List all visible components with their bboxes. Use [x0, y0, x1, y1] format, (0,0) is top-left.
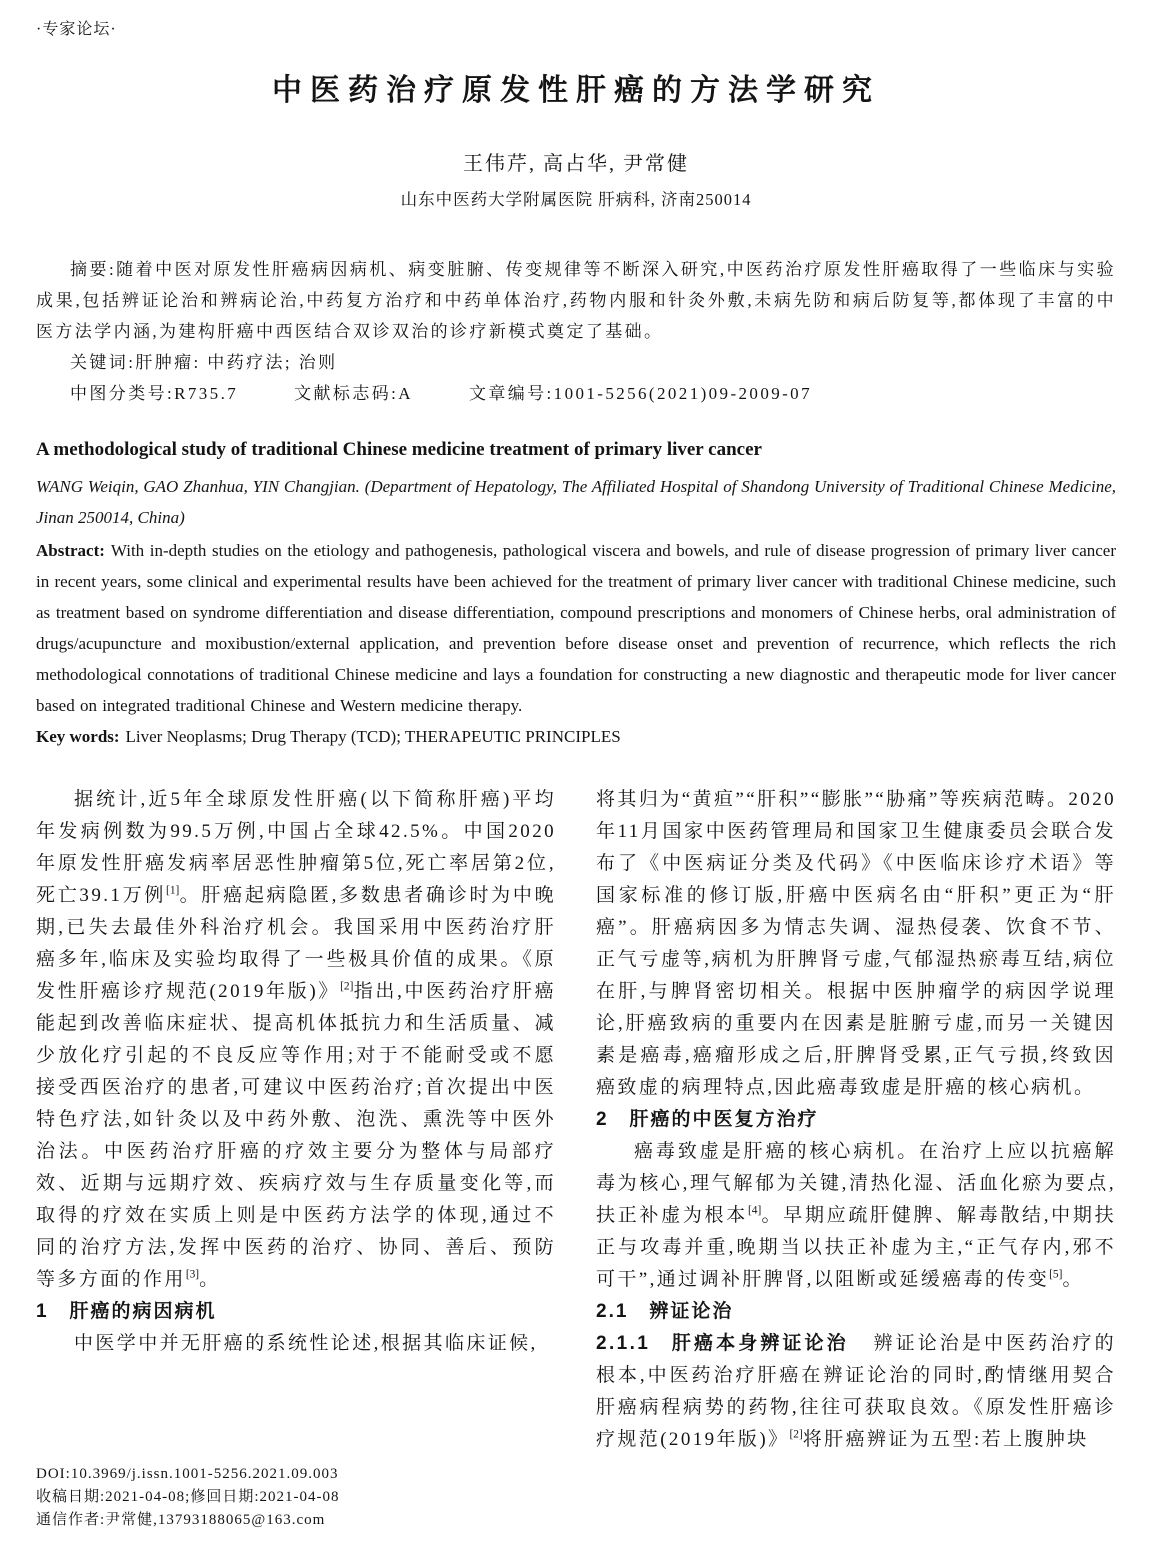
corresponding-author-line: 通信作者:尹常健,13793188065@163.com	[36, 1512, 326, 1528]
abstract-en-label: Abstract:	[36, 541, 105, 560]
affiliation-cn: 山东中医药大学附属医院 肝病科, 济南250014	[400, 190, 752, 209]
section-2-1-number: 2.1	[596, 1301, 629, 1322]
keywords-en-line	[36, 721, 1116, 752]
left-column	[36, 784, 556, 1532]
section-1-heading	[36, 1296, 556, 1328]
section-1-paragraph: 中医学中并无肝癌的系统性论述,根据其临床证候,	[74, 1333, 538, 1354]
section-2-paragraph: 癌毒致虚是肝癌的核心病机。在治疗上应以抗癌解毒为核心,理气解郁为关键,清热化湿、活血化瘀为要点,扶正补虚为根本[4]。早期应疏肝健脾、解毒散结,中期扶正与攻毒并重,晚期当以扶正补虚为主,“正气存内,邪不可干”,通过调补肝脾肾,以阻断或延缓癌毒的传变[5]。	[596, 1141, 1116, 1290]
section-2-1-title: 辨证论治	[649, 1301, 734, 1322]
abstract-cn-label: 摘要:	[70, 260, 117, 279]
clc-number	[70, 384, 238, 403]
section-2-1-heading	[596, 1296, 1116, 1328]
keywords-cn-label: 关键词:	[70, 353, 136, 372]
article-title-cn: 中医药治疗原发性肝癌的方法学研究	[272, 74, 880, 107]
keywords-cn-value: 肝肿瘤: 中药疗法; 治则	[135, 353, 338, 372]
document-code-value: A	[398, 384, 413, 403]
section-2-1-1-paragraph	[596, 1328, 1116, 1456]
section-2-title: 肝癌的中医复方治疗	[629, 1109, 819, 1130]
section-1-title: 肝癌的病因病机	[69, 1301, 217, 1322]
classification-line	[36, 378, 1116, 409]
section-1-number: 1	[36, 1301, 49, 1322]
abstract-cn-text	[36, 254, 1116, 347]
intro-paragraph: 据统计,近5年全球原发性肝癌(以下简称肝癌)平均年发病例数为99.5万例,中国占全球42.5%。中国2020年原发性肝癌发病率居恶性肿瘤第5位,死亡率居第2位,死亡39.1万例[1]。肝癌起病隐匿,多数患者确诊时为中晚期,已失去最佳外科治疗机会。我国采用中医药治疗肝癌多年,临床及实验均取得了一些极具价值的成果。《原发性肝癌诊疗规范(2019年版)》[2]指出,中医药治疗肝癌能起到改善临床症状、提高机体抵抗力和生活质量、减少放化疗引起的不良反应等作用;对于不能耐受或不愿接受西医治疗的患者,可建议中医药治疗;首次提出中医特色疗法,如针灸以及中药外敷、泡洗、熏洗等中医外治法。中医药治疗肝癌的疗效主要分为整体与局部疗效、近期与远期疗效、疾病疗效与生存质量变化等,而取得的疗效在实质上则是中医药方法学的体现,通过不同的治疗方法,发挥中医药的治疗、协同、善后、预防等多方面的作用[3]。	[36, 789, 556, 1290]
section-2-1-1-number: 2.1.1	[596, 1333, 651, 1354]
article-title-en: A methodological study of traditional Chinese medicine treatment of primary liver cancer	[36, 439, 762, 460]
clc-value: R735.7	[174, 384, 239, 403]
section-2-1-1-text: 辨证论治是中医药治疗的根本,中医药治疗肝癌在辨证论治的同时,酌情继用契合肝癌病程病势的药物,往往可获取良效。《原发性肝癌诊疗规范(2019年版)》[2]将肝癌辨证为五型:若上腹肿块	[596, 1333, 1116, 1450]
doi-line: DOI:10.3969/j.issn.1001-5256.2021.09.003	[36, 1466, 339, 1482]
column-marker: ·专家论坛·	[36, 21, 117, 38]
keywords-en-label: Key words:	[36, 727, 120, 746]
english-block	[36, 433, 1116, 752]
abstract-en	[36, 535, 1116, 721]
article-number-value: 1001-5256(2021)09-2009-07	[553, 384, 812, 403]
document-code-label: 文献标志码:	[294, 384, 399, 403]
body-columns	[36, 784, 1116, 1532]
section-2-number: 2	[596, 1109, 609, 1130]
section-2-heading	[596, 1104, 1116, 1136]
intro-paragraph-continued: 将其归为“黄疸”“肝积”“膨胀”“胁痛”等疾病范畴。2020年11月国家中医药管理局和国家卫生健康委员会联合发布了《中医病证分类及代码》《中医临床诊疗术语》等国家标准的修订版,肝癌中医病名由“肝积”更正为“肝癌”。肝癌病因多为情志失调、湿热侵袭、饮食不节、正气亏虚等,病机为肝脾肾亏虚,气郁湿热瘀毒互结,病位在肝,与脾肾密切相关。根据中医肿瘤学的病因学说理论,肝癌致病的重要内在因素是脏腑亏虚,而另一关键因素是癌毒,癌瘤形成之后,肝脾肾受累,正气亏损,终致因癌致虚的病理特点,因此癌毒致虚是肝癌的核心病机。	[596, 789, 1116, 1098]
article-number-label: 文章编号:	[468, 384, 554, 403]
authors-cn: 王伟芹, 高占华, 尹常健	[463, 153, 689, 175]
document-code	[294, 384, 413, 403]
section-2-1-1-title: 肝癌本身辨证论治	[671, 1333, 849, 1354]
abstract-cn-block	[36, 254, 1116, 409]
dates-line: 收稿日期:2021-04-08;修回日期:2021-04-08	[36, 1489, 340, 1505]
abstract-cn-body: 随着中医对原发性肝癌病因病机、病变脏腑、传变规律等不断深入研究,中医药治疗原发性肝癌取得了一些临床与实验成果,包括辨证论治和辨病论治,中药复方治疗和中药单体治疗,药物内服和针灸外敷,未病先防和病后防复等,都体现了丰富的中医方法学内涵,为建构肝癌中西医结合双诊双治的诊疗新模式奠定了基础。	[36, 260, 1116, 341]
keywords-cn-line	[36, 347, 1116, 378]
authors-affiliation-en: WANG Weiqin, GAO Zhanhua, YIN Changjian. (Department of Hepatology, The Affiliated Hospital of Shandong University of Traditional Chinese Medicine, Jinan 250014, China)	[36, 477, 1116, 527]
footnote-block	[36, 1457, 556, 1532]
clc-label: 中图分类号:	[70, 384, 175, 403]
keywords-en-value: Liver Neoplasms; Drug Therapy (TCD); THERAPEUTIC PRINCIPLES	[125, 727, 621, 746]
abstract-en-body: With in-depth studies on the etiology and pathogenesis, pathological viscera and bowels, and rule of disease progression of primary liver cancer in recent years, some clinical and experimental results have been achieved for the treatment of primary liver cancer with traditional Chinese medicine, such as treatment based on syndrome differentiation and disease differentiation, compound prescriptions and monomers of Chinese herbs, oral administration of drugs/acupuncture and moxibustion/external application, and prevention before disease onset and prevention of recurrence, which reflects the rich methodological connotations of traditional Chinese medicine and lays a foundation for constructing a new diagnostic and therapeutic mode for liver cancer based on integrated traditional Chinese and Western medicine therapy.	[36, 541, 1116, 715]
article-number	[469, 384, 812, 403]
right-column	[596, 784, 1116, 1532]
